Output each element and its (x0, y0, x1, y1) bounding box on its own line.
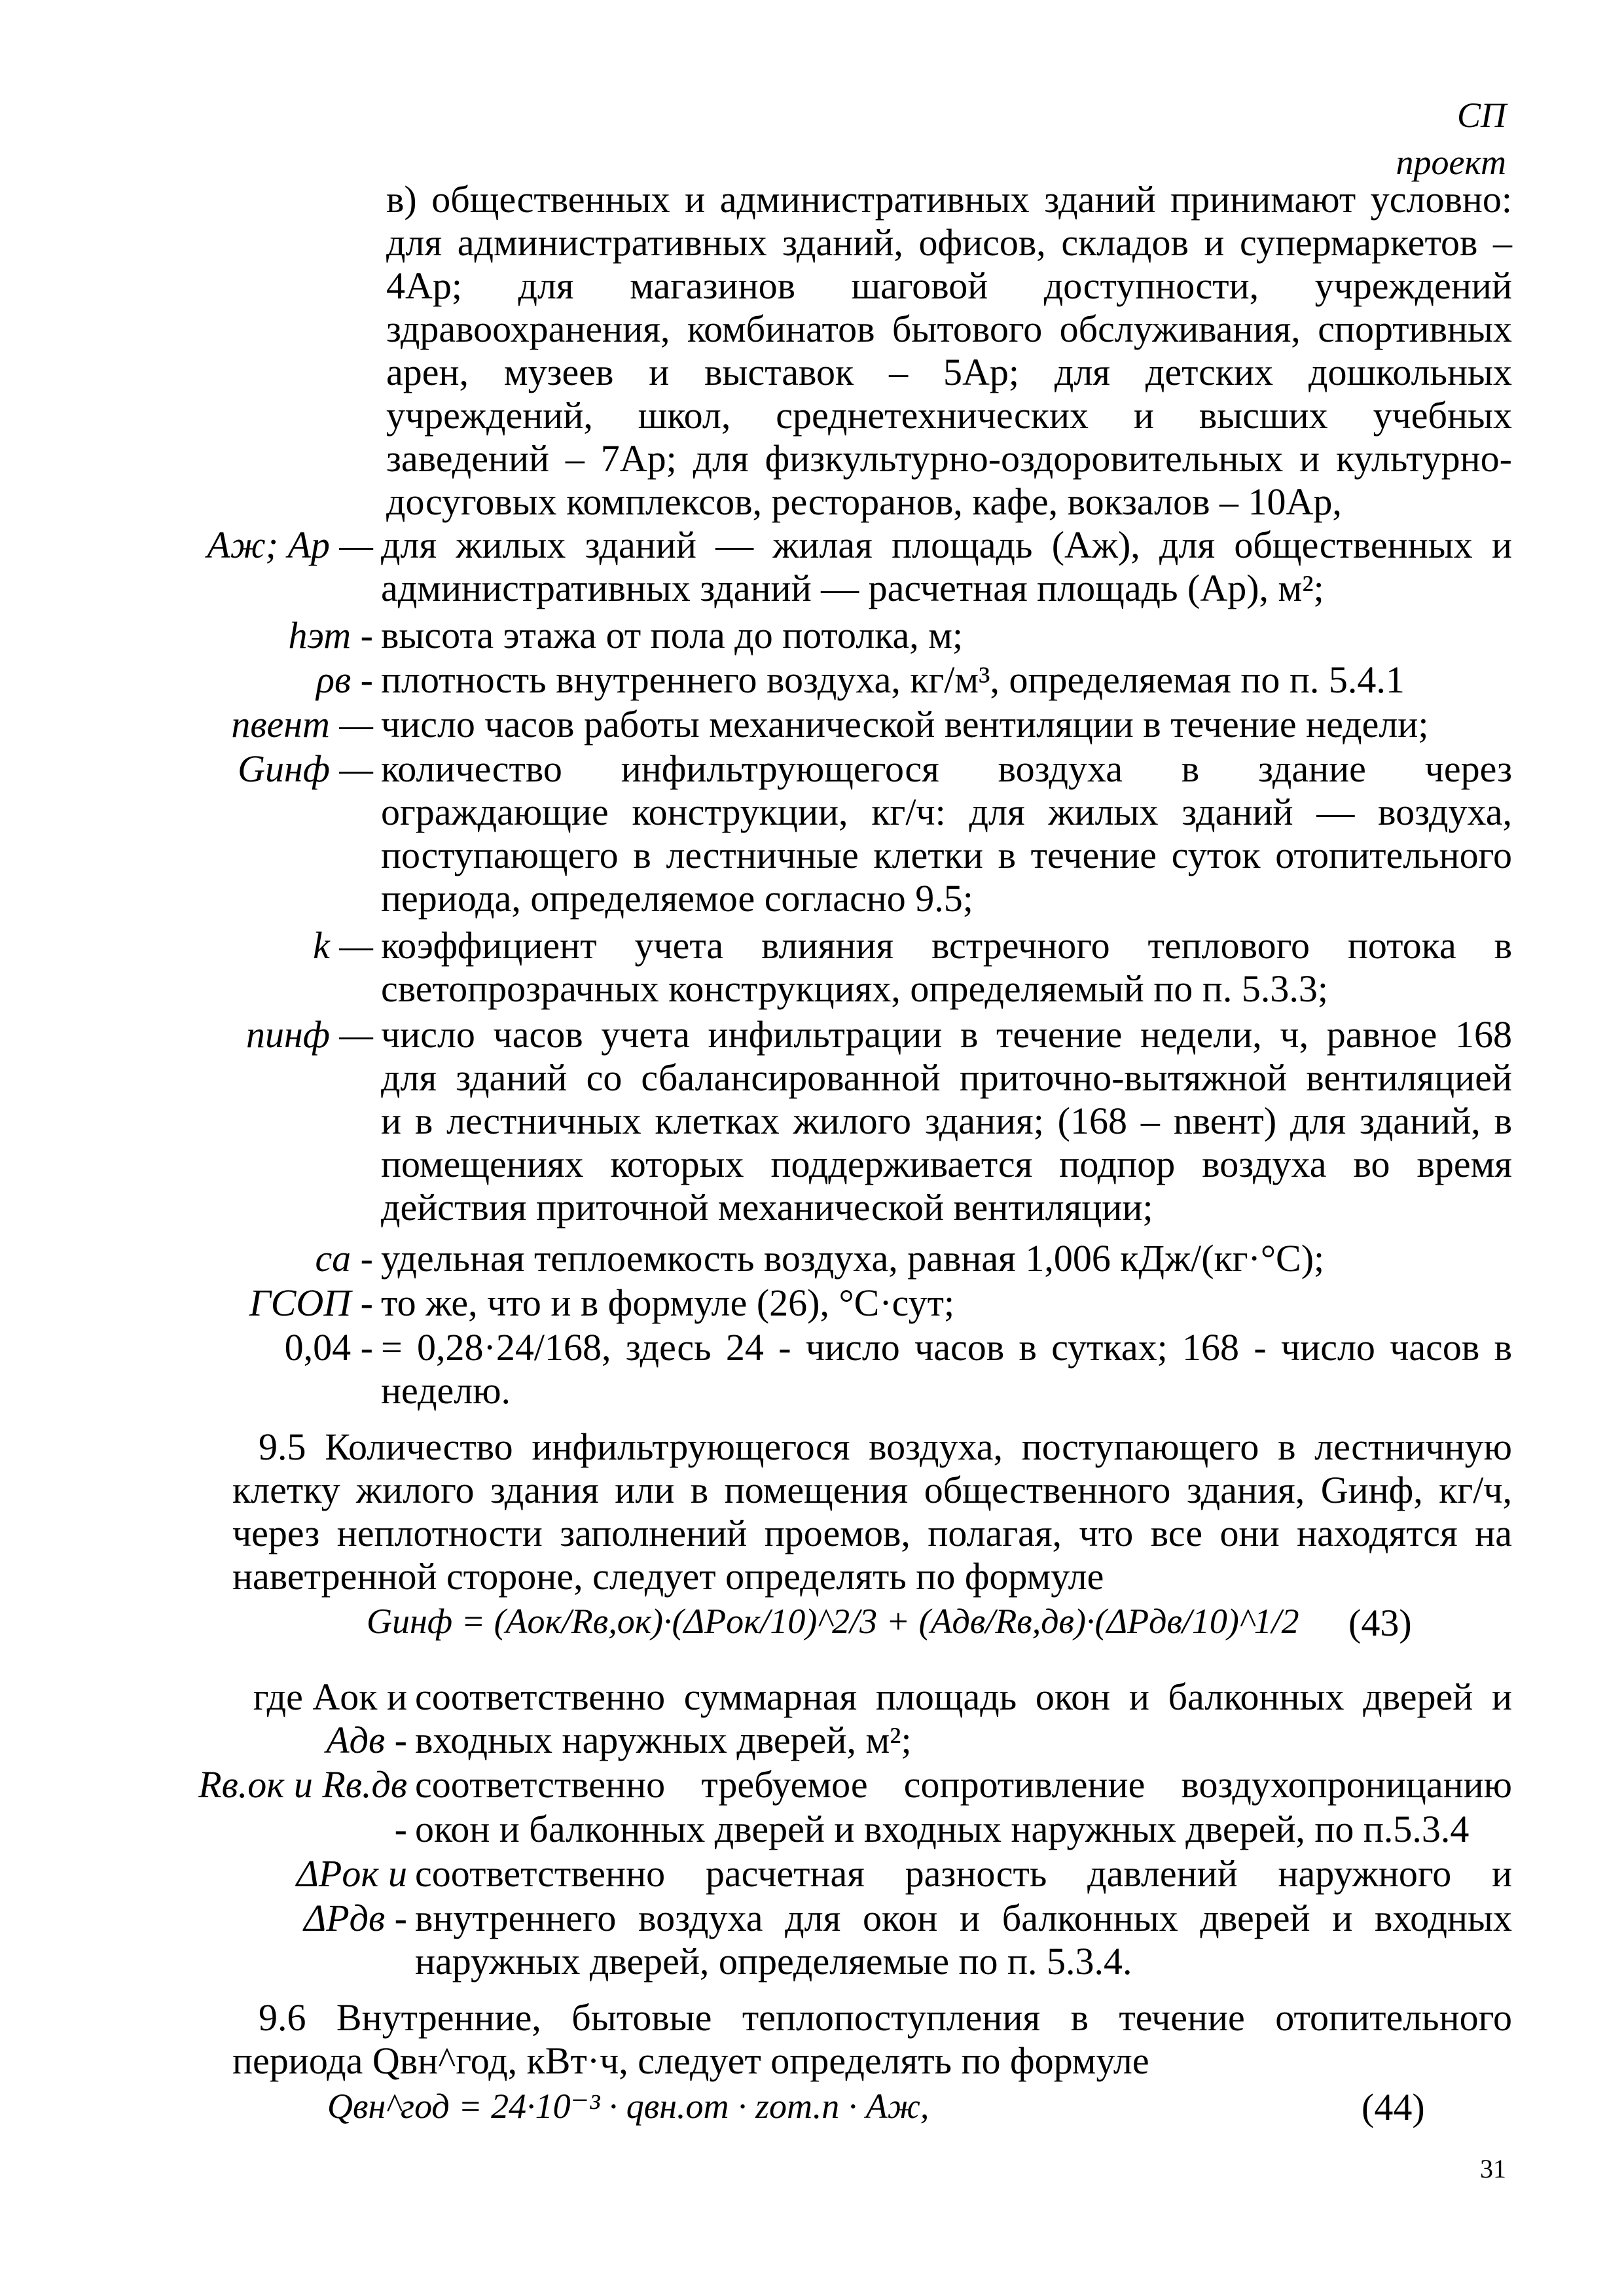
text-line: наветренной стороне, следует определять по формуле (232, 1555, 1104, 1598)
definition-term: cа - (315, 1237, 373, 1280)
definition-term: где Aок и (253, 1676, 407, 1718)
text-line: учреждений, школ, среднетехнических и высших учебных (386, 394, 1512, 437)
definition-infiltration-amount (0, 747, 1512, 920)
text-line: ограждающие конструкции, кг/ч: для жилых зданий — воздуха, (381, 791, 1512, 833)
text-line: здравоохранения, комбинатов бытового обслуживания, спортивных (386, 308, 1512, 350)
text-line: досуговых комплексов, ресторанов, кафе, вокзалов – 10Aр, (386, 480, 1342, 523)
text-line: 9.5 Количество инфильтрующегося воздуха, поступающего в лестничную (259, 1426, 1512, 1468)
definition-coefficient-k (0, 924, 1512, 1011)
definition-term: nвент — (231, 703, 373, 745)
definition-term: Rв.ок и Rв.дв (198, 1763, 407, 1806)
definition-text (373, 1013, 1512, 1229)
definition-term: hэт - (288, 614, 373, 656)
text-line: количество инфильтрующегося воздуха в здание через (381, 747, 1512, 790)
text-line: внутреннего воздуха для окон и балконных дверей и входных (415, 1897, 1512, 1939)
where-window-area (0, 1676, 1512, 1719)
text-line: административных зданий — расчетная площадь (Aр), м²; (381, 567, 1324, 609)
definition-term: 0,04 - (284, 1326, 373, 1369)
definition-constant (0, 1326, 1512, 1412)
definition-text (373, 658, 1512, 702)
text-line: поступающего в лестничные клетки в течение суток отопительного (381, 834, 1512, 876)
definition-infiltration-hours (0, 1013, 1512, 1229)
text-line: входных наружных дверей, м²; (415, 1719, 912, 1761)
text-line: плотность внутреннего воздуха, кг/м³, определяемая по п. 5.4.1 (381, 658, 1405, 701)
where-pressure-door (0, 1897, 1512, 1983)
text-line: периода, определяемое согласно 9.5; (381, 877, 973, 920)
text-line: то же, что и в формуле (26), °С·сут; (381, 1282, 955, 1324)
equation-44: Qвн^год = 24·10⁻³ · qвн.от · zот.п · Aж, (327, 2087, 929, 2126)
where-pressure-window (0, 1852, 1512, 1895)
text-line: для административных зданий, офисов, складов и супермаркетов – (386, 221, 1512, 264)
text-line: высота этажа от пола до потолка, м; (381, 614, 964, 656)
text-line: удельная теплоемкость воздуха, равная 1,006 кДж/(кг·°С); (381, 1237, 1325, 1280)
definition-text (373, 614, 1512, 657)
definition-text (407, 1676, 1512, 1719)
intro-item (386, 178, 1512, 524)
definition-term: Gинф — (238, 747, 373, 790)
definition-text (407, 1763, 1512, 1806)
text-line: окон и балконных дверей и входных наружных дверей, по п.5.3.4 (415, 1808, 1470, 1850)
definition-term: k — (313, 924, 373, 967)
equation-44-number: (44) (1362, 2086, 1425, 2128)
page-header (1396, 92, 1506, 186)
definition-gsop (0, 1282, 1512, 1325)
text-line: соответственно требуемое сопротивление воздухопроницанию (415, 1763, 1512, 1806)
equation-43-number: (43) (1348, 1602, 1412, 1644)
definition-term: Aж; Aр — (207, 524, 373, 566)
text-line: заведений – 7Aр; для физкультурно-оздоровительных и культурно- (386, 437, 1512, 480)
definition-floor-height (0, 614, 1512, 657)
definition-ventilation-hours (0, 703, 1512, 746)
text-line: = 0,28·24/168, здесь 24 - число часов в сутках; 168 - число часов в (381, 1326, 1512, 1369)
definition-air-density (0, 658, 1512, 702)
where-resistance (0, 1763, 1512, 1806)
text-line: для зданий со сбалансированной приточно-вытяжной вентиляцией (381, 1056, 1512, 1099)
definition-text (373, 1237, 1512, 1280)
where-door-area (0, 1719, 1512, 1762)
text-line: неделю. (381, 1369, 511, 1412)
text-line: действия приточной механической вентиляции; (381, 1186, 1153, 1229)
where-resistance-continued (0, 1808, 1512, 1851)
paragraph-9-6 (232, 1996, 1512, 2083)
page-number: 31 (1480, 2154, 1506, 2183)
definition-term: ρв - (316, 658, 373, 701)
text-line: и в лестничных клетках жилого здания; (168 – nвент) для зданий, в (381, 1100, 1512, 1142)
definition-term: ΔPок и (296, 1852, 407, 1895)
text-line: для жилых зданий — жилая площадь (Aж), для общественных и (381, 524, 1512, 566)
header-code: СП (1456, 96, 1506, 135)
definition-heat-capacity (0, 1237, 1512, 1280)
definition-text (407, 1808, 1512, 1851)
text-line: периода Qвн^год, кВт·ч, следует определять по формуле (232, 2039, 1149, 2082)
text-line: коэффициент учета влияния встречного теплового потока в (381, 924, 1512, 967)
definition-term: nинф — (245, 1013, 373, 1056)
definition-text (373, 524, 1512, 610)
header-status: проект (1396, 143, 1506, 182)
text-line: наружных дверей, определяемые по п. 5.3.4. (415, 1940, 1132, 1982)
text-line: в) общественных и административных зданий принимают условно: (386, 178, 1512, 221)
text-line: через неплотности заполнений проемов, полагая, что все они находятся на (232, 1512, 1512, 1554)
definition-term: - (394, 1808, 407, 1850)
definition-text (373, 747, 1512, 920)
text-line: число часов работы механической вентиляции в течение недели; (381, 703, 1429, 745)
definition-text (407, 1719, 1512, 1762)
definition-text (373, 1326, 1512, 1412)
definition-term: Aдв - (326, 1719, 407, 1761)
text-line: число часов учета инфильтрации в течение недели, ч, равное 168 (381, 1013, 1512, 1056)
paragraph-9-5 (232, 1426, 1512, 1598)
text-line: соответственно расчетная разность давлений наружного и (415, 1852, 1512, 1895)
text-line: соответственно суммарная площадь окон и балконных дверей и (415, 1676, 1512, 1718)
definition-area (0, 524, 1512, 610)
text-line: клетку жилого здания или в помещения общественного здания, Gинф, кг/ч, (232, 1469, 1512, 1511)
equation-43: Gинф = (Aок/Rв,ок)·(ΔPок/10)^2/3 + (Aдв/Rв,дв)·(ΔPдв/10)^1/2 (367, 1602, 1299, 1641)
text-line: 4Aр; для магазинов шаговой доступности, учреждений (386, 264, 1512, 307)
definition-term: ΔPдв - (304, 1897, 407, 1939)
definition-text (407, 1852, 1512, 1895)
text-line: помещениях которых поддерживается подпор воздуха во время (381, 1143, 1512, 1185)
text-line: светопрозрачных конструкциях, определяемый по п. 5.3.3; (381, 967, 1328, 1010)
text-line: арен, музеев и выставок – 5Aр; для детских дошкольных (386, 351, 1512, 393)
definition-text (373, 924, 1512, 1011)
definition-text (373, 1282, 1512, 1325)
definition-text (407, 1897, 1512, 1983)
text-line: 9.6 Внутренние, бытовые теплопоступления в течение отопительного (259, 1996, 1512, 2039)
definition-term: ГСОП - (249, 1282, 373, 1324)
definition-text (373, 703, 1512, 746)
